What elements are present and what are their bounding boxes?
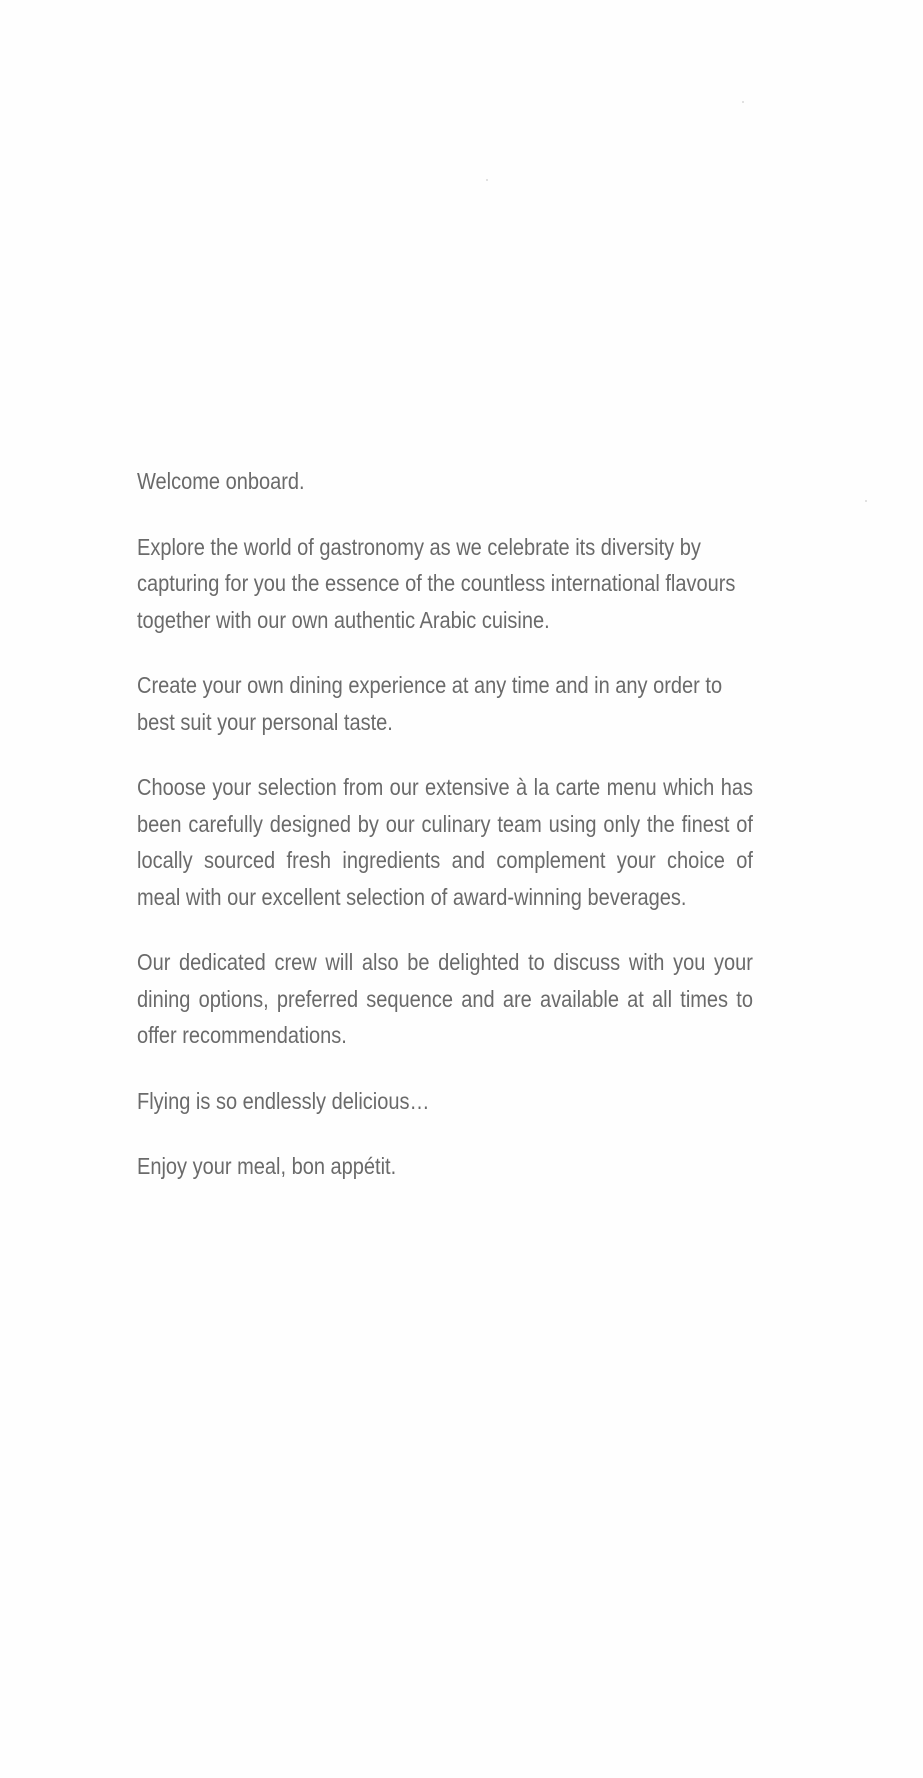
greeting-paragraph: Welcome onboard.	[137, 468, 305, 494]
paper-speck	[742, 101, 744, 103]
crew-paragraph: Our dedicated crew will also be delighted to discuss with you your dining options, preferred sequence and are available at all times to offer recommendations.	[137, 949, 753, 1048]
dining-experience-paragraph: Create your own dining experience at any time and in any order to best suit your personal taste.	[137, 672, 723, 735]
a-la-carte-paragraph: Choose your selection from our extensive à la carte menu which has been carefully designed by our culinary team using only the finest of locally sourced fresh ingredients and complement your choice of meal with our excellent selection of award-winning beverages.	[137, 774, 753, 910]
paper-speck	[865, 500, 867, 502]
paper-speck	[486, 179, 488, 181]
flying-paragraph: Flying is so endlessly delicious…	[137, 1087, 430, 1114]
welcome-text-block	[137, 463, 753, 1214]
closing-paragraph: Enjoy your meal, bon appétit.	[137, 1153, 397, 1179]
gastronomy-paragraph: Explore the world of gastronomy as we celebrate its diversity by capturing for you the essence of the countless international flavours together with our own authentic Arabic cuisine.	[137, 533, 736, 633]
